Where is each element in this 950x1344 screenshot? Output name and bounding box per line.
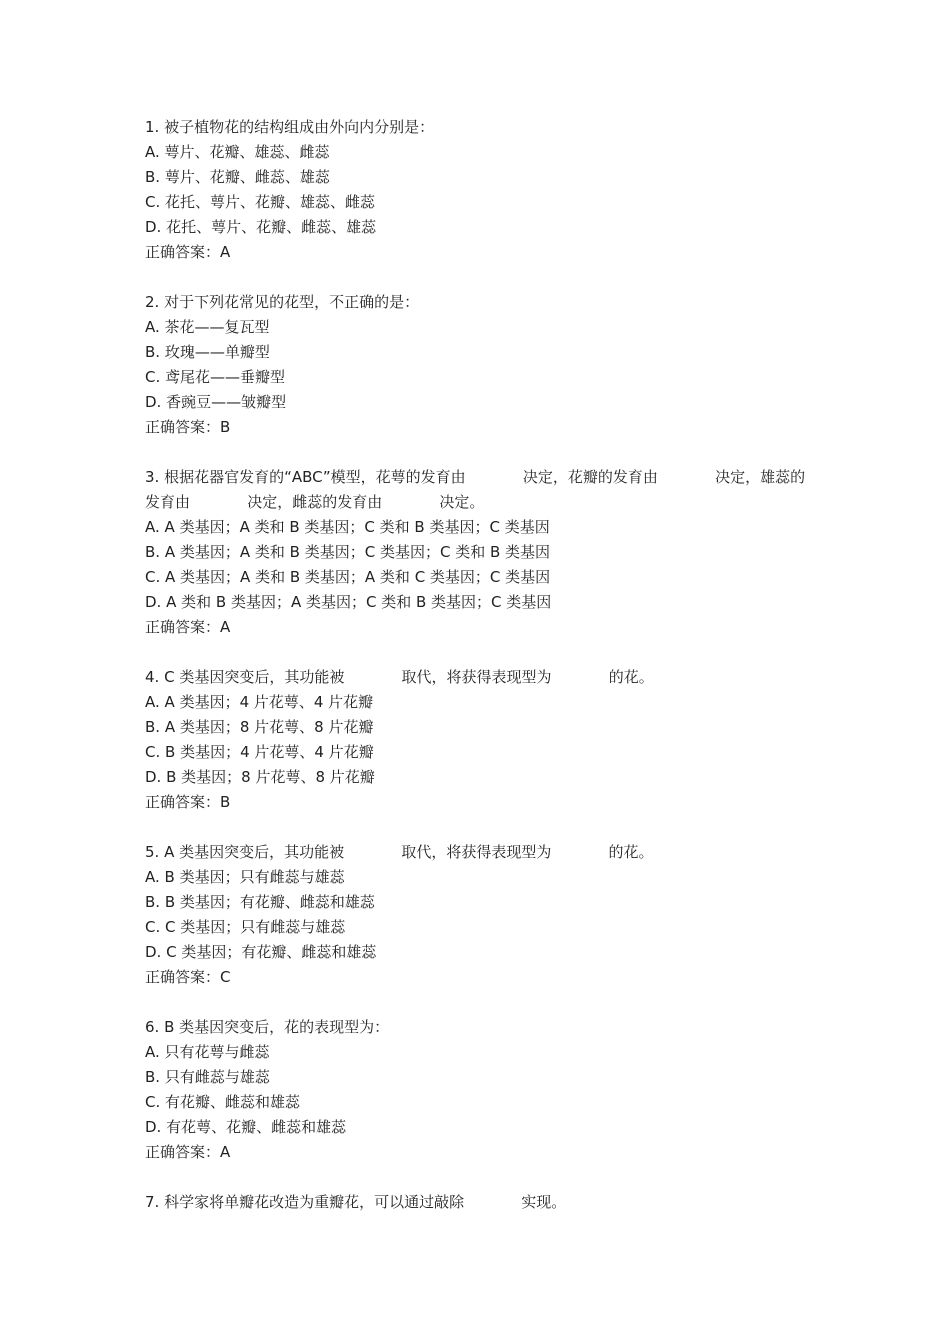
question-2 [145,290,815,440]
option-b: B. 只有雌蕊与雄蕊 [145,1068,270,1086]
option-c: C. A 类基因；A 类和 B 类基因；A 类和 C 类基因；C 类基因 [145,568,551,586]
question-stem: 7. 科学家将单瓣花改造为重瓣花，可以通过敲除 实现。 [145,1193,567,1211]
question-1 [145,115,815,265]
option-a: A. B 类基因；只有雌蕊与雄蕊 [145,868,345,886]
question-stem: 6. B 类基因突变后，花的表现型为： [145,1018,390,1036]
option-d: D. A 类和 B 类基因；A 类基因；C 类和 B 类基因；C 类基因 [145,593,552,611]
option-c: C. 鸢尾花——垂瓣型 [145,368,286,386]
option-b: B. 玫瑰——单瓣型 [145,343,270,361]
option-b: B. 萼片、花瓣、雌蕊、雄蕊 [145,168,330,186]
option-d: D. B 类基因；8 片花萼、8 片花瓣 [145,768,375,786]
option-b: B. A 类基因；8 片花萼、8 片花瓣 [145,718,374,736]
option-c: C. B 类基因；4 片花萼、4 片花瓣 [145,743,374,761]
question-5 [145,840,815,990]
question-3 [145,465,815,640]
question-stem: 3. 根据花器官发育的“ABC”模型，花萼的发育由 决定，花瓣的发育由 决定，雄蕊的发育由 决定，雌蕊的发育由 决定。 [145,468,806,511]
document-page [145,115,815,1240]
question-7 [145,1190,815,1215]
question-stem: 4. C 类基因突变后，其功能被 取代，将获得表现型为 的花。 [145,668,654,686]
question-6 [145,1015,815,1165]
correct-answer: 正确答案：A [145,1143,231,1161]
question-stem: 2. 对于下列花常见的花型，不正确的是： [145,293,420,311]
correct-answer: 正确答案：B [145,793,231,811]
option-b: B. A 类基因；A 类和 B 类基因；C 类基因；C 类和 B 类基因 [145,543,551,561]
option-a: A. 只有花萼与雌蕊 [145,1043,270,1061]
option-a: A. A 类基因；4 片花萼、4 片花瓣 [145,693,374,711]
option-d: D. 香豌豆——皱瓣型 [145,393,287,411]
option-d: D. C 类基因；有花瓣、雌蕊和雄蕊 [145,943,377,961]
question-4 [145,665,815,815]
option-a: A. A 类基因；A 类和 B 类基因；C 类和 B 类基因；C 类基因 [145,518,550,536]
option-b: B. B 类基因；有花瓣、雌蕊和雄蕊 [145,893,375,911]
question-stem: 5. A 类基因突变后，其功能被 取代，将获得表现型为 的花。 [145,843,654,861]
question-stem: 1. 被子植物花的结构组成由外向内分别是： [145,118,435,136]
option-c: C. 花托、萼片、花瓣、雄蕊、雌蕊 [145,193,376,211]
correct-answer: 正确答案：C [145,968,231,986]
option-c: C. C 类基因；只有雌蕊与雄蕊 [145,918,346,936]
option-c: C. 有花瓣、雌蕊和雄蕊 [145,1093,301,1111]
option-a: A. 茶花——复瓦型 [145,318,270,336]
option-d: D. 有花萼、花瓣、雌蕊和雄蕊 [145,1118,347,1136]
option-d: D. 花托、萼片、花瓣、雌蕊、雄蕊 [145,218,377,236]
correct-answer: 正确答案：A [145,243,231,261]
correct-answer: 正确答案：A [145,618,231,636]
option-a: A. 萼片、花瓣、雄蕊、雌蕊 [145,143,330,161]
correct-answer: 正确答案：B [145,418,231,436]
